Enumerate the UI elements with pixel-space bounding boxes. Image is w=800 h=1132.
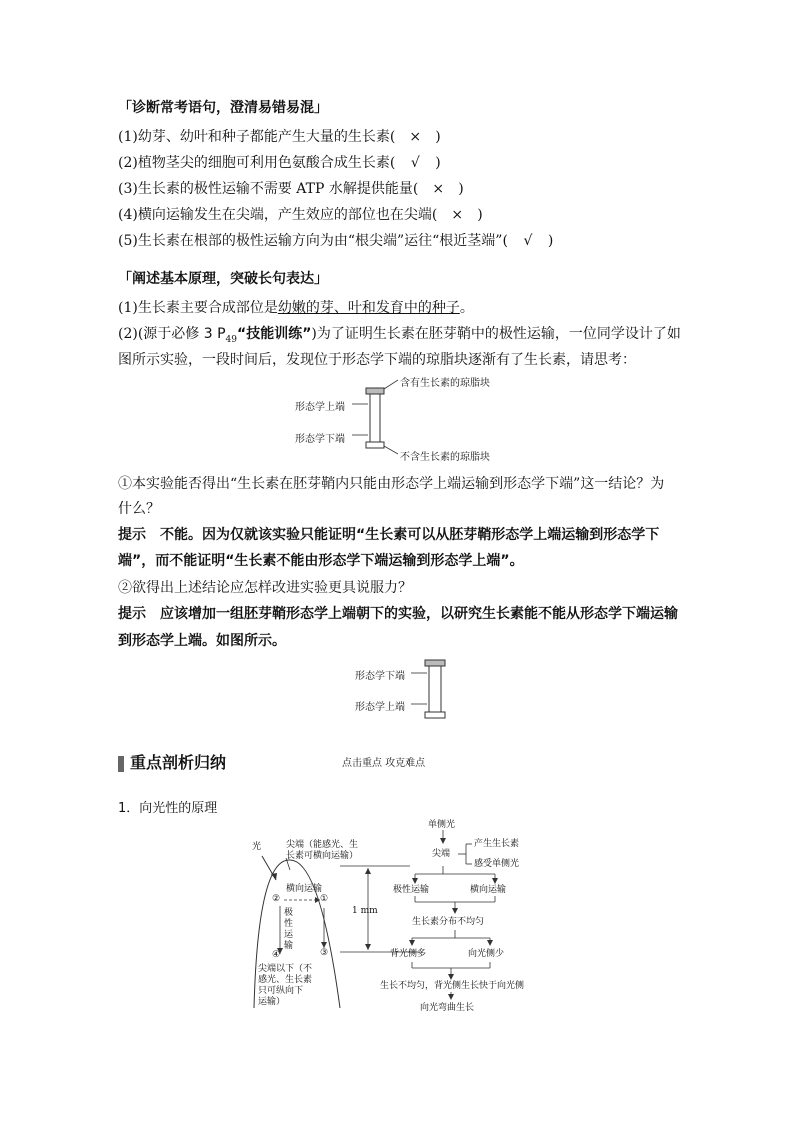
flow-produce: 产生生长素 [474,839,520,849]
fig2-upper-label: 形态学下端 [355,671,405,682]
answer-mark: × [409,129,422,145]
flow-bend: 向光弯曲生长 [420,1003,475,1013]
judge-item-1: (1)幼芽、幼叶和种子都能产生大量的生长素( × ) [118,129,441,145]
light-label: 光 [252,842,262,852]
flow-sense: 感受单侧光 [474,859,520,869]
flow-uneven: 生长素分布不均匀 [412,917,485,927]
polar-char-1: 极 [284,908,294,918]
judge-item-5: (5)生长素在根部的极性运输方向为由“根尖端”运往“根近茎端”( √ ) [118,233,554,249]
fig1-bottom-label: 不含生长素的琼脂块 [400,452,490,463]
flow-lateral: 横向运输 [470,885,507,895]
polar-char-3: 运 [284,930,294,940]
point-2: ② [272,894,281,904]
item-phototropism: 1．向光性的原理 [118,801,218,816]
section-marker-icon [118,756,124,772]
fig1-upper-label: 形态学上端 [295,402,345,413]
polar-char-4: 输 [284,941,294,951]
hint-2-line2: 到形态学上端。如图所示。 [118,633,286,649]
below-tip-line4: 运输） [258,997,286,1007]
fig2-lower-label: 形态学上端 [355,702,405,713]
question-2-line2: 图所示实验，一段时间后，发现位于形态学下端的琼脂块逐渐有了生长素，请思考： [118,352,636,368]
section3-title: 重点剖析归纳 [130,753,227,772]
answer-mark: √ [410,155,420,171]
point-3: ③ [320,948,329,958]
question-1: (1)生长素主要合成部位是幼嫩的芽、叶和发育中的种子。 [118,300,474,316]
polar-char-2: 性 [284,919,294,929]
point-1: ① [320,894,329,904]
section2-title: 「 阐述基本原理，突破长句表达 」 [118,268,328,288]
flow-polar: 极性运输 [393,885,430,895]
flow-front-less: 向光侧少 [468,949,505,959]
section3-subtitle: 点击重点 攻克难点 [342,758,426,769]
judge-item-3: (3)生长素的极性运输不需要 ATP 水解提供能量( × ) [118,181,464,197]
figure-coleoptile-experiment [290,372,490,462]
subquestion-1-line1: ①本实验能否得出“生长素在胚芽鞘内只能由形态学上端运输到形态学下端”这一结论？为 [118,476,665,492]
fig1-lower-label: 形态学下端 [295,434,345,445]
figure-inverted-coleoptile [355,656,465,722]
section3-header [118,750,226,773]
answer-mark: × [451,207,464,223]
flow-back-more: 背光侧多 [390,949,427,959]
tip-note-line2: 长素可横向运输） [286,851,359,861]
flow-single-light: 单侧光 [428,820,456,830]
below-tip-line2: 感光、生长素 [258,975,313,985]
flow-growth: 生长不均匀，背光侧生长快于向光侧 [380,981,525,991]
fig1-top-label: 含有生长素的琼脂块 [400,378,490,389]
answer-mark: × [432,181,445,197]
answer-mark: √ [523,233,533,249]
section1-title: 「 诊断常考语句，澄清易错易混 」 [118,97,328,117]
question-2-line1: (2)(源于必修 3 $P_{49}“$技能训练”)为了证明生长素在胚芽鞘中的极性运输，一位同学设计了如 [118,326,681,345]
judge-item-2: (2)植物茎尖的细胞可利用色氨酸合成生长素( √ ) [118,155,441,171]
phototropism-diagram [240,818,590,1018]
hint-1-line1: 提示 不能。因为仅就该实验只能证明“生长素可以从胚芽鞘形态学上端运输到形态学下 [118,527,660,543]
flow-tip: 尖端 [432,849,451,859]
subquestion-1-line2: 什么？ [118,501,160,517]
scale-label: 1 mm [352,906,378,916]
tip-note-line1: 尖端（能感光、生 [286,840,359,850]
hint-2-line1: 提示 应该增加一组胚芽鞘形态学上端朝下的实验，以研究生长素能不能从形态学下端运输 [118,606,678,622]
below-tip-line3: 只可纵向下 [258,986,304,996]
subquestion-2: ②欲得出上述结论应怎样改进实验更具说服力？ [118,580,412,596]
point-4: ④ [272,950,281,960]
below-tip-line1: 尖端以下（不 [258,964,313,974]
judge-item-4: (4)横向运输发生在尖端，产生效应的部位也在尖端( × ) [118,207,483,223]
answer-underlined: 幼嫩的芽、叶和发育中的种子 [277,300,460,316]
hint-1-line2: 端”，而不能证明“生长素不能由形态学下端运输到形态学上端”。 [118,553,524,569]
lateral-transport-label: 横向运输 [286,884,323,894]
